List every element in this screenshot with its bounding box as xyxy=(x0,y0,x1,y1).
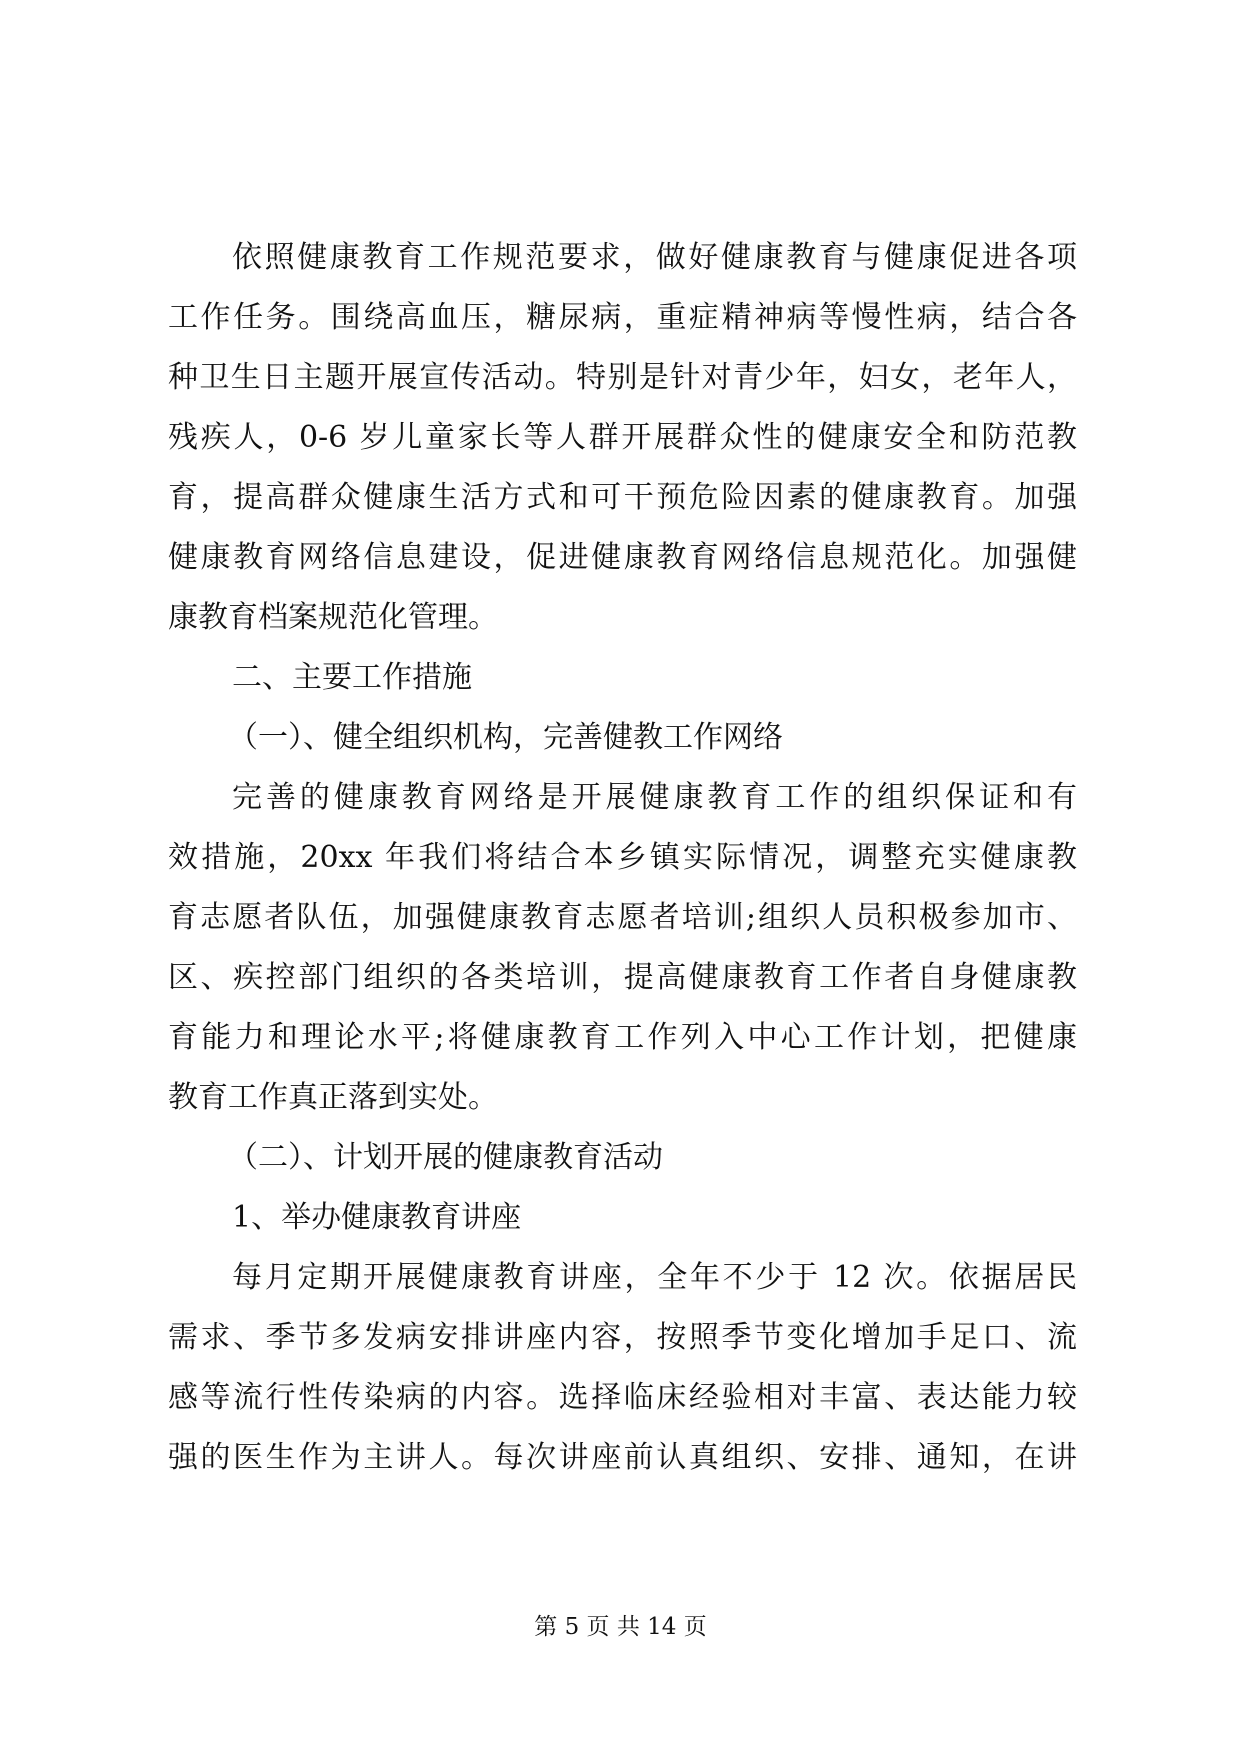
text-line: 育，提高群众健康生活方式和可干预危险因素的健康教育。加强 xyxy=(168,480,1077,515)
text-line: 感等流行性传染病的内容。选择临床经验相对丰富、表达能力较 xyxy=(168,1380,1077,1415)
text-line: 依照健康教育工作规范要求，做好健康教育与健康促进各项 xyxy=(232,240,1077,275)
text-line: 健康教育网络信息建设，促进健康教育网络信息规范化。加强健 xyxy=(168,540,1077,575)
text-line: 需求、季节多发病安排讲座内容，按照季节变化增加手足口、流 xyxy=(168,1320,1077,1355)
text-line: 效措施，20xx 年我们将结合本乡镇实际情况，调整充实健康教 xyxy=(168,840,1077,875)
text-line: 教育工作真正落到实处。 xyxy=(168,1080,498,1115)
text-line: 工作任务。围绕高血压，糖尿病，重症精神病等慢性病，结合各 xyxy=(168,300,1077,335)
text-line: 育能力和理论水平;将健康教育工作列入中心工作计划，把健康 xyxy=(168,1020,1077,1055)
page-number-footer: 第 5 页 共 14 页 xyxy=(534,1614,707,1640)
text-line: 区、疾控部门组织的各类培训，提高健康教育工作者自身健康教 xyxy=(168,960,1077,995)
text-line: 完善的健康教育网络是开展健康教育工作的组织保证和有 xyxy=(232,780,1077,815)
text-line: 种卫生日主题开展宣传活动。特别是针对青少年，妇女，老年人， xyxy=(168,360,1077,395)
item-heading: 1、举办健康教育讲座 xyxy=(232,1200,522,1235)
paragraph-3 xyxy=(168,1248,1077,1488)
text-line: 每月定期开展健康教育讲座，全年不少于 12 次。依据居民 xyxy=(232,1260,1077,1295)
text-line: 残疾人，0-6 岁儿童家长等人群开展群众性的健康安全和防范教 xyxy=(168,420,1077,455)
subsection-heading: （二）、计划开展的健康教育活动 xyxy=(228,1140,663,1175)
subsection-heading: （一）、健全组织机构，完善健教工作网络 xyxy=(228,720,783,755)
text-line: 强的医生作为主讲人。每次讲座前认真组织、安排、通知，在讲 xyxy=(168,1440,1077,1475)
paragraph-1 xyxy=(168,228,1077,648)
document-body xyxy=(168,228,1077,1488)
section-heading: 二、主要工作措施 xyxy=(232,660,472,695)
text-line: 康教育档案规范化管理。 xyxy=(168,600,498,635)
paragraph-2 xyxy=(168,768,1077,1128)
text-line: 育志愿者队伍，加强健康教育志愿者培训;组织人员积极参加市、 xyxy=(168,900,1077,935)
